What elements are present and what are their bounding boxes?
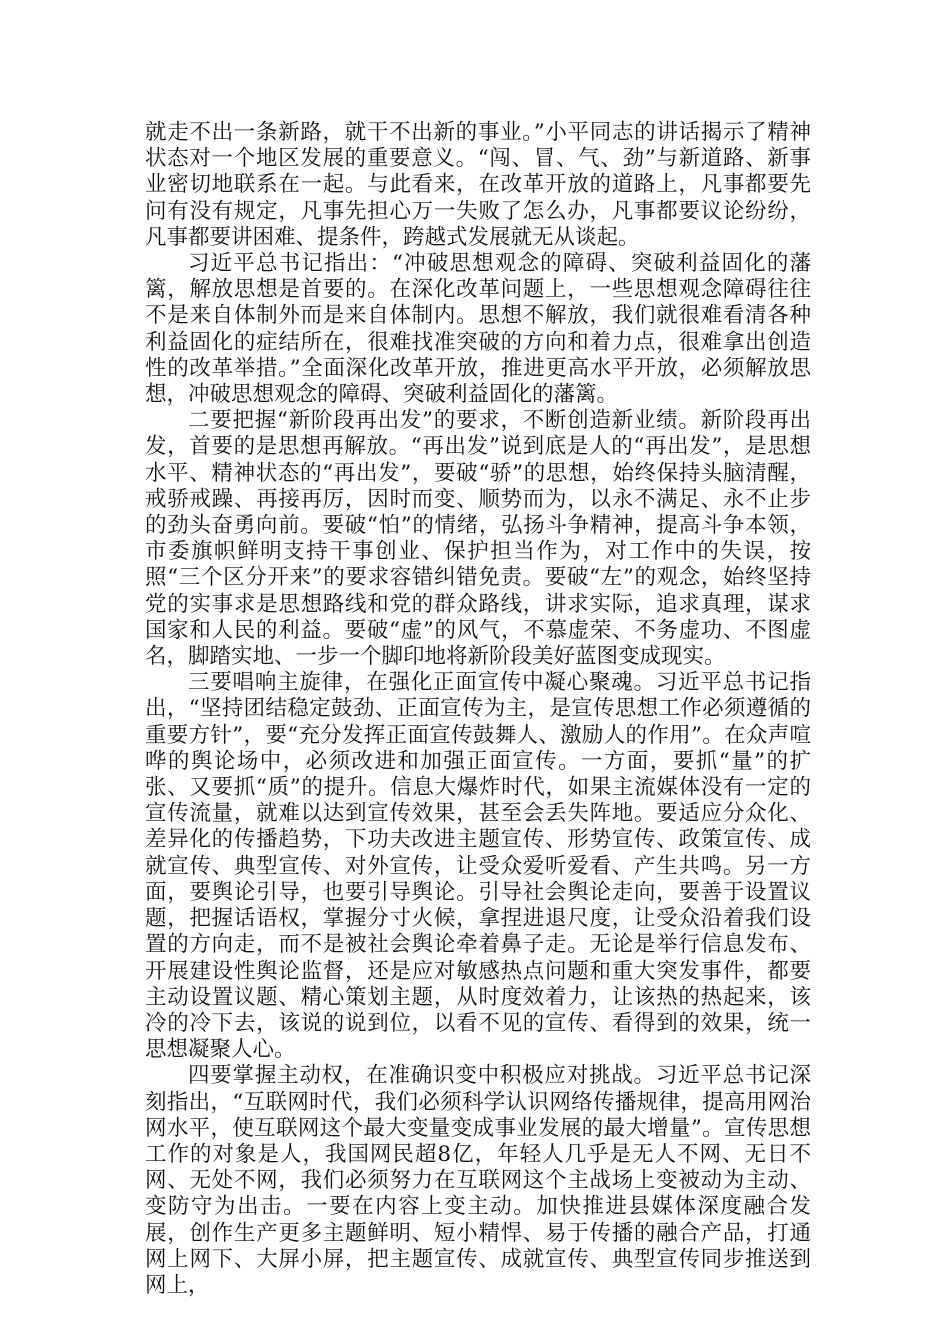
- paragraph-continuation: 就走不出一条新路，就干不出新的事业。”小平同志的讲话揭示了精神状态对一个地区发展的重要意义。“闯、冒、气、劲”与新道路、新事业密切地联系在一起。与此看来，在改革开放的道路上，凡事都要先问有没有规定，凡事先担心万一失败了怎么办，凡事都要议论纷纷，凡事都要讲困难、提条件，跨越式发展就无从谈起。: [145, 120, 811, 250]
- document-page: [145, 120, 811, 1299]
- paragraph-xi-quote: 习近平总书记指出：“冲破思想观念的障碍、突破利益固化的藩篱，解放思想是首要的。在深化改革问题上，一些思想观念障碍往往不是来自体制外而是来自体制内。思想不解放，我们就很难看清各种利益固化的症结所在，很难找准突破的方向和着力点，很难拿出创造性的改革举措。”全面深化改革开放，推进更高水平开放，必须解放思想，冲破思想观念的障碍、突破利益固化的藩篱。: [145, 251, 811, 408]
- paragraph-point-three: 三要唱响主旋律，在强化正面宣传中凝心聚魂。习近平总书记指出，“坚持团结稳定鼓劲、正面宣传为主，是宣传思想工作必须遵循的重要方针”，要“充分发挥正面宣传鼓舞人、激励人的作用”。在众声喧哗的舆论场中，必须改进和加强正面宣传。一方面，要抓“量”的扩张、又要抓“质”的提升。信息大爆炸时代，如果主流媒体没有一定的宣传流量，就难以达到宣传效果，甚至会丢失阵地。要适应分众化、差异化的传播趋势，下功夫改进主题宣传、形势宣传、政策宣传、成就宣传、典型宣传、对外宣传，让受众爱听爱看、产生共鸣。另一方面，要舆论引导，也要引导舆论。引导社会舆论走向，要善于设置议题，把握话语权，掌握分寸火候，拿捏进退尺度，让受众沿着我们设置的方向走，而不是被社会舆论牵着鼻子走。无论是举行信息发布、开展建设性舆论监督，还是应对敏感热点问题和重大突发事件，都要主动设置议题、精心策划主题，从时度效着力，让该热的热起来，该冷的冷下去，该说的说到位，以看不见的宣传、看得到的效果，统一思想凝聚人心。: [145, 670, 811, 1063]
- paragraph-point-two: 二要把握“新阶段再出发”的要求，不断创造新业绩。新阶段再出发，首要的是思想再解放。“再出发”说到底是人的“再出发”，是思想水平、精神状态的“再出发”，要破“骄”的思想，始终保持头脑清醒，戒骄戒躁、再接再厉，因时而变、顺势而为，以永不满足、永不止步的劲头奋勇向前。要破“怕”的情绪，弘扬斗争精神，提高斗争本领，市委旗帜鲜明支持干事创业、保护担当作为，对工作中的失误，按照“三个区分开来”的要求容错纠错免责。要破“左”的观念，始终坚持党的实事求是思想路线和党的群众路线，讲求实际，追求真理，谋求国家和人民的利益。要破“虚”的风气，不慕虚荣、不务虚功、不图虚名，脚踏实地、一步一个脚印地将新阶段美好蓝图变成现实。: [145, 408, 811, 670]
- paragraph-point-four: 四要掌握主动权，在准确识变中积极应对挑战。习近平总书记深刻指出，“互联网时代，我们必须科学认识网络传播规律，提高用网治网水平，使互联网这个最大变量变成事业发展的最大增量”。宣传思想工作的对象是人，我国网民超8亿，年轻人几乎是无人不网、无日不网、无处不网，我们必须努力在互联网这个主战场上变被动为主动、变防守为出击。一要在内容上变主动。加快推进县媒体深度融合发展，创作生产更多主题鲜明、短小精悍、易于传播的融合产品，打通网上网下、大屏小屏，把主题宣传、成就宣传、典型宣传同步推送到网上，: [145, 1063, 811, 1298]
